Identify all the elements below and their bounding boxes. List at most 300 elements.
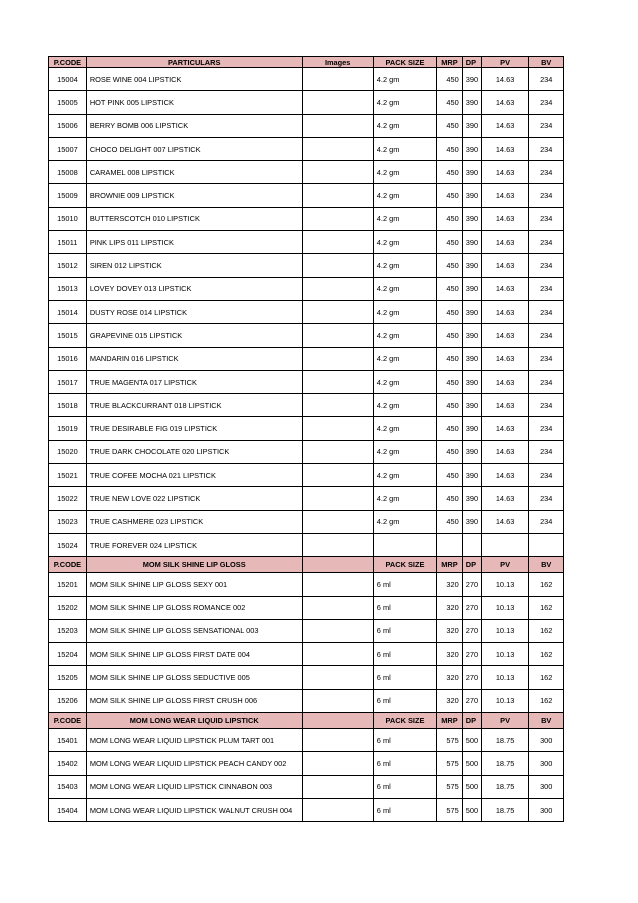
product-image-cell xyxy=(302,394,373,417)
product-name: MOM LONG WEAR LIQUID LIPSTICK PEACH CANDY 002 xyxy=(86,752,302,775)
header-dp: DP xyxy=(462,557,481,573)
pack-size: 6 ml xyxy=(373,573,436,596)
table-row xyxy=(49,510,564,533)
table-row xyxy=(49,184,564,207)
product-image-cell xyxy=(302,643,373,666)
table-row xyxy=(49,798,564,821)
mrp-value: 320 xyxy=(437,643,463,666)
product-code: 15011 xyxy=(49,231,87,254)
header-pv: PV xyxy=(481,57,529,68)
product-image-cell xyxy=(302,729,373,752)
product-image-cell xyxy=(302,91,373,114)
bv-value: 162 xyxy=(529,619,564,642)
dp-value: 390 xyxy=(462,394,481,417)
table-row xyxy=(49,347,564,370)
pack-size: 4.2 gm xyxy=(373,91,436,114)
pv-value: 14.63 xyxy=(481,300,529,323)
pv-value: 10.13 xyxy=(481,573,529,596)
header-pack-size: PACK SIZE xyxy=(373,57,436,68)
pv-value: 10.13 xyxy=(481,643,529,666)
table-row xyxy=(49,417,564,440)
mrp-value: 450 xyxy=(437,510,463,533)
bv-value: 234 xyxy=(529,370,564,393)
mrp-value: 450 xyxy=(437,91,463,114)
product-image-cell xyxy=(302,487,373,510)
mrp-value: 575 xyxy=(437,775,463,798)
table-row xyxy=(49,324,564,347)
pack-size: 4.2 gm xyxy=(373,114,436,137)
product-code: 15403 xyxy=(49,775,87,798)
pack-size: 4.2 gm xyxy=(373,68,436,91)
table-row xyxy=(49,596,564,619)
product-image-cell xyxy=(302,347,373,370)
product-image-cell xyxy=(302,417,373,440)
table-row xyxy=(49,729,564,752)
dp-value: 390 xyxy=(462,370,481,393)
pack-size: 4.2 gm xyxy=(373,464,436,487)
header-mrp: MRP xyxy=(437,57,463,68)
mrp-value: 450 xyxy=(437,277,463,300)
header-particulars: MOM LONG WEAR LIQUID LIPSTICK xyxy=(86,713,302,729)
header-particulars: MOM SILK SHINE LIP GLOSS xyxy=(86,557,302,573)
mrp-value: 450 xyxy=(437,137,463,160)
pv-value: 14.63 xyxy=(481,394,529,417)
product-code: 15204 xyxy=(49,643,87,666)
pv-value: 14.63 xyxy=(481,324,529,347)
product-code: 15203 xyxy=(49,619,87,642)
dp-value: 390 xyxy=(462,417,481,440)
table-row xyxy=(49,300,564,323)
product-image-cell xyxy=(302,510,373,533)
pack-size: 4.2 gm xyxy=(373,300,436,323)
product-code: 15009 xyxy=(49,184,87,207)
product-image-cell xyxy=(302,666,373,689)
pv-value: 14.63 xyxy=(481,184,529,207)
pack-size: 4.2 gm xyxy=(373,394,436,417)
product-image-cell xyxy=(302,775,373,798)
product-code: 15016 xyxy=(49,347,87,370)
product-image-cell xyxy=(302,370,373,393)
table-row xyxy=(49,231,564,254)
pack-size xyxy=(373,533,436,556)
bv-value: 162 xyxy=(529,573,564,596)
mrp-value: 450 xyxy=(437,184,463,207)
table-row xyxy=(49,207,564,230)
bv-value: 300 xyxy=(529,752,564,775)
bv-value: 162 xyxy=(529,643,564,666)
product-code: 15401 xyxy=(49,729,87,752)
pv-value: 10.13 xyxy=(481,689,529,712)
header-images xyxy=(302,557,373,573)
product-name: MANDARIN 016 LIPSTICK xyxy=(86,347,302,370)
pack-size: 4.2 gm xyxy=(373,207,436,230)
product-image-cell xyxy=(302,68,373,91)
product-name: CHOCO DELIGHT 007 LIPSTICK xyxy=(86,137,302,160)
pv-value: 14.63 xyxy=(481,277,529,300)
product-name: TRUE DARK CHOCOLATE 020 LIPSTICK xyxy=(86,440,302,463)
header-pack-size: PACK SIZE xyxy=(373,713,436,729)
table-row xyxy=(49,91,564,114)
bv-value: 234 xyxy=(529,300,564,323)
mrp-value: 450 xyxy=(437,464,463,487)
product-code: 15007 xyxy=(49,137,87,160)
product-name: GRAPEVINE 015 LIPSTICK xyxy=(86,324,302,347)
dp-value: 500 xyxy=(462,729,481,752)
product-image-cell xyxy=(302,277,373,300)
dp-value: 390 xyxy=(462,207,481,230)
pack-size: 6 ml xyxy=(373,689,436,712)
product-image-cell xyxy=(302,464,373,487)
product-image-cell xyxy=(302,596,373,619)
table-row xyxy=(49,277,564,300)
pv-value: 10.13 xyxy=(481,666,529,689)
header-pack-size: PACK SIZE xyxy=(373,557,436,573)
bv-value: 234 xyxy=(529,114,564,137)
mrp-value xyxy=(437,533,463,556)
pack-size: 6 ml xyxy=(373,643,436,666)
bv-value: 234 xyxy=(529,68,564,91)
pv-value: 14.63 xyxy=(481,114,529,137)
product-code: 15205 xyxy=(49,666,87,689)
product-code: 15018 xyxy=(49,394,87,417)
section-header-row xyxy=(49,557,564,573)
pack-size: 4.2 gm xyxy=(373,254,436,277)
product-image-cell xyxy=(302,114,373,137)
pv-value: 14.63 xyxy=(481,254,529,277)
mrp-value: 450 xyxy=(437,207,463,230)
bv-value: 234 xyxy=(529,324,564,347)
bv-value: 234 xyxy=(529,277,564,300)
pack-size: 4.2 gm xyxy=(373,347,436,370)
bv-value: 234 xyxy=(529,231,564,254)
dp-value: 390 xyxy=(462,68,481,91)
product-name: MOM LONG WEAR LIQUID LIPSTICK CINNABON 003 xyxy=(86,775,302,798)
product-image-cell xyxy=(302,689,373,712)
bv-value: 234 xyxy=(529,347,564,370)
table-row xyxy=(49,775,564,798)
bv-value: 162 xyxy=(529,689,564,712)
product-code: 15201 xyxy=(49,573,87,596)
product-code: 15012 xyxy=(49,254,87,277)
header-mrp: MRP xyxy=(437,557,463,573)
dp-value: 390 xyxy=(462,487,481,510)
mrp-value: 450 xyxy=(437,324,463,347)
pack-size: 6 ml xyxy=(373,619,436,642)
header-pv: PV xyxy=(481,713,529,729)
product-code: 15021 xyxy=(49,464,87,487)
mrp-value: 450 xyxy=(437,440,463,463)
pack-size: 6 ml xyxy=(373,798,436,821)
pv-value: 10.13 xyxy=(481,619,529,642)
header-pcode: P.CODE xyxy=(49,57,87,68)
table-row xyxy=(49,464,564,487)
mrp-value: 450 xyxy=(437,487,463,510)
bv-value: 234 xyxy=(529,440,564,463)
mrp-value: 450 xyxy=(437,394,463,417)
section-header-row xyxy=(49,713,564,729)
section-header-row xyxy=(49,57,564,68)
pack-size: 6 ml xyxy=(373,596,436,619)
table-row xyxy=(49,666,564,689)
bv-value: 300 xyxy=(529,798,564,821)
table-row xyxy=(49,533,564,556)
mrp-value: 450 xyxy=(437,370,463,393)
product-image-cell xyxy=(302,161,373,184)
bv-value: 300 xyxy=(529,775,564,798)
pack-size: 6 ml xyxy=(373,666,436,689)
bv-value: 234 xyxy=(529,510,564,533)
header-pv: PV xyxy=(481,557,529,573)
product-name: LOVEY DOVEY 013 LIPSTICK xyxy=(86,277,302,300)
table-row xyxy=(49,161,564,184)
pack-size: 6 ml xyxy=(373,775,436,798)
product-image-cell xyxy=(302,137,373,160)
table-row xyxy=(49,440,564,463)
bv-value: 234 xyxy=(529,184,564,207)
dp-value: 270 xyxy=(462,666,481,689)
pv-value: 14.63 xyxy=(481,91,529,114)
mrp-value: 450 xyxy=(437,347,463,370)
dp-value: 390 xyxy=(462,184,481,207)
product-name: MOM SILK SHINE LIP GLOSS ROMANCE 002 xyxy=(86,596,302,619)
pv-value: 14.63 xyxy=(481,370,529,393)
product-code: 15202 xyxy=(49,596,87,619)
table-row xyxy=(49,370,564,393)
product-code: 15013 xyxy=(49,277,87,300)
product-code: 15019 xyxy=(49,417,87,440)
product-name: MOM SILK SHINE LIP GLOSS FIRST DATE 004 xyxy=(86,643,302,666)
dp-value: 270 xyxy=(462,573,481,596)
pv-value: 10.13 xyxy=(481,596,529,619)
product-name: SIREN 012 LIPSTICK xyxy=(86,254,302,277)
dp-value: 270 xyxy=(462,689,481,712)
product-image-cell xyxy=(302,231,373,254)
product-name: PINK LIPS 011 LIPSTICK xyxy=(86,231,302,254)
dp-value xyxy=(462,533,481,556)
table-row xyxy=(49,573,564,596)
pv-value: 14.63 xyxy=(481,207,529,230)
product-image-cell xyxy=(302,619,373,642)
pack-size: 4.2 gm xyxy=(373,324,436,347)
pv-value: 14.63 xyxy=(481,464,529,487)
product-code: 15020 xyxy=(49,440,87,463)
pack-size: 4.2 gm xyxy=(373,417,436,440)
product-image-cell xyxy=(302,798,373,821)
bv-value: 234 xyxy=(529,487,564,510)
product-code: 15206 xyxy=(49,689,87,712)
header-mrp: MRP xyxy=(437,713,463,729)
product-name: TRUE COFEE MOCHA 021 LIPSTICK xyxy=(86,464,302,487)
bv-value: 234 xyxy=(529,137,564,160)
mrp-value: 320 xyxy=(437,689,463,712)
pack-size: 4.2 gm xyxy=(373,184,436,207)
mrp-value: 320 xyxy=(437,619,463,642)
pv-value: 18.75 xyxy=(481,729,529,752)
table-row xyxy=(49,394,564,417)
bv-value: 300 xyxy=(529,729,564,752)
product-name: MOM SILK SHINE LIP GLOSS SEXY 001 xyxy=(86,573,302,596)
header-images: Images xyxy=(302,57,373,68)
product-image-cell xyxy=(302,573,373,596)
mrp-value: 450 xyxy=(437,68,463,91)
pack-size: 4.2 gm xyxy=(373,370,436,393)
mrp-value: 450 xyxy=(437,161,463,184)
product-code: 15023 xyxy=(49,510,87,533)
pv-value: 14.63 xyxy=(481,510,529,533)
dp-value: 390 xyxy=(462,137,481,160)
header-bv: BV xyxy=(529,57,564,68)
dp-value: 390 xyxy=(462,161,481,184)
product-code: 15008 xyxy=(49,161,87,184)
header-dp: DP xyxy=(462,713,481,729)
dp-value: 390 xyxy=(462,464,481,487)
mrp-value: 575 xyxy=(437,752,463,775)
product-name: MOM LONG WEAR LIQUID LIPSTICK PLUM TART 001 xyxy=(86,729,302,752)
bv-value: 234 xyxy=(529,394,564,417)
price-list-table xyxy=(48,56,564,822)
pack-size: 4.2 gm xyxy=(373,231,436,254)
product-code: 15004 xyxy=(49,68,87,91)
header-dp: DP xyxy=(462,57,481,68)
dp-value: 500 xyxy=(462,752,481,775)
pv-value: 14.63 xyxy=(481,417,529,440)
header-bv: BV xyxy=(529,557,564,573)
table-row xyxy=(49,68,564,91)
product-code: 15017 xyxy=(49,370,87,393)
pack-size: 6 ml xyxy=(373,752,436,775)
pack-size: 4.2 gm xyxy=(373,137,436,160)
table-row xyxy=(49,689,564,712)
dp-value: 390 xyxy=(462,277,481,300)
header-bv: BV xyxy=(529,713,564,729)
bv-value: 234 xyxy=(529,254,564,277)
product-image-cell xyxy=(302,300,373,323)
mrp-value: 320 xyxy=(437,596,463,619)
product-name: TRUE DESIRABLE FIG 019 LIPSTICK xyxy=(86,417,302,440)
table-row xyxy=(49,114,564,137)
header-particulars: PARTICULARS xyxy=(86,57,302,68)
product-code: 15024 xyxy=(49,533,87,556)
mrp-value: 450 xyxy=(437,417,463,440)
mrp-value: 320 xyxy=(437,573,463,596)
product-image-cell xyxy=(302,752,373,775)
product-code: 15005 xyxy=(49,91,87,114)
product-name: TRUE CASHMERE 023 LIPSTICK xyxy=(86,510,302,533)
mrp-value: 450 xyxy=(437,300,463,323)
dp-value: 390 xyxy=(462,440,481,463)
dp-value: 390 xyxy=(462,114,481,137)
product-name: MOM LONG WEAR LIQUID LIPSTICK WALNUT CRUSH 004 xyxy=(86,798,302,821)
product-name: MOM SILK SHINE LIP GLOSS SENSATIONAL 003 xyxy=(86,619,302,642)
pv-value: 14.63 xyxy=(481,231,529,254)
bv-value xyxy=(529,533,564,556)
dp-value: 270 xyxy=(462,643,481,666)
bv-value: 234 xyxy=(529,207,564,230)
product-name: TRUE NEW LOVE 022 LIPSTICK xyxy=(86,487,302,510)
product-name: BUTTERSCOTCH 010 LIPSTICK xyxy=(86,207,302,230)
pv-value: 18.75 xyxy=(481,775,529,798)
table-row xyxy=(49,254,564,277)
bv-value: 234 xyxy=(529,161,564,184)
bv-value: 234 xyxy=(529,464,564,487)
product-image-cell xyxy=(302,184,373,207)
header-pcode: P.CODE xyxy=(49,713,87,729)
table-row xyxy=(49,752,564,775)
dp-value: 500 xyxy=(462,798,481,821)
product-name: HOT PINK 005 LIPSTICK xyxy=(86,91,302,114)
table-row xyxy=(49,137,564,160)
pack-size: 4.2 gm xyxy=(373,487,436,510)
pack-size: 4.2 gm xyxy=(373,277,436,300)
pack-size: 6 ml xyxy=(373,729,436,752)
product-code: 15404 xyxy=(49,798,87,821)
mrp-value: 450 xyxy=(437,254,463,277)
product-name: MOM SILK SHINE LIP GLOSS FIRST CRUSH 006 xyxy=(86,689,302,712)
pv-value: 14.63 xyxy=(481,137,529,160)
product-code: 15014 xyxy=(49,300,87,323)
pv-value xyxy=(481,533,529,556)
dp-value: 390 xyxy=(462,510,481,533)
product-name: BROWNIE 009 LIPSTICK xyxy=(86,184,302,207)
mrp-value: 575 xyxy=(437,729,463,752)
pv-value: 18.75 xyxy=(481,798,529,821)
product-code: 15010 xyxy=(49,207,87,230)
pv-value: 14.63 xyxy=(481,161,529,184)
product-image-cell xyxy=(302,254,373,277)
product-code: 15015 xyxy=(49,324,87,347)
dp-value: 390 xyxy=(462,300,481,323)
product-name: TRUE MAGENTA 017 LIPSTICK xyxy=(86,370,302,393)
dp-value: 390 xyxy=(462,91,481,114)
header-images xyxy=(302,713,373,729)
product-code: 15006 xyxy=(49,114,87,137)
header-pcode: P.CODE xyxy=(49,557,87,573)
product-image-cell xyxy=(302,533,373,556)
product-name: BERRY BOMB 006 LIPSTICK xyxy=(86,114,302,137)
product-image-cell xyxy=(302,324,373,347)
pv-value: 14.63 xyxy=(481,440,529,463)
product-image-cell xyxy=(302,440,373,463)
bv-value: 162 xyxy=(529,666,564,689)
pv-value: 14.63 xyxy=(481,487,529,510)
product-name: CARAMEL 008 LIPSTICK xyxy=(86,161,302,184)
dp-value: 390 xyxy=(462,347,481,370)
mrp-value: 450 xyxy=(437,231,463,254)
dp-value: 390 xyxy=(462,231,481,254)
product-code: 15402 xyxy=(49,752,87,775)
product-name: DUSTY ROSE 014 LIPSTICK xyxy=(86,300,302,323)
dp-value: 270 xyxy=(462,596,481,619)
product-image-cell xyxy=(302,207,373,230)
table-row xyxy=(49,487,564,510)
pack-size: 4.2 gm xyxy=(373,510,436,533)
pack-size: 4.2 gm xyxy=(373,161,436,184)
mrp-value: 450 xyxy=(437,114,463,137)
pv-value: 18.75 xyxy=(481,752,529,775)
dp-value: 270 xyxy=(462,619,481,642)
pv-value: 14.63 xyxy=(481,347,529,370)
table-body xyxy=(49,57,564,822)
mrp-value: 320 xyxy=(437,666,463,689)
dp-value: 390 xyxy=(462,324,481,347)
bv-value: 234 xyxy=(529,91,564,114)
bv-value: 162 xyxy=(529,596,564,619)
pv-value: 14.63 xyxy=(481,68,529,91)
product-name: ROSE WINE 004 LIPSTICK xyxy=(86,68,302,91)
product-name: TRUE FOREVER 024 LIPSTICK xyxy=(86,533,302,556)
dp-value: 390 xyxy=(462,254,481,277)
table-row xyxy=(49,619,564,642)
